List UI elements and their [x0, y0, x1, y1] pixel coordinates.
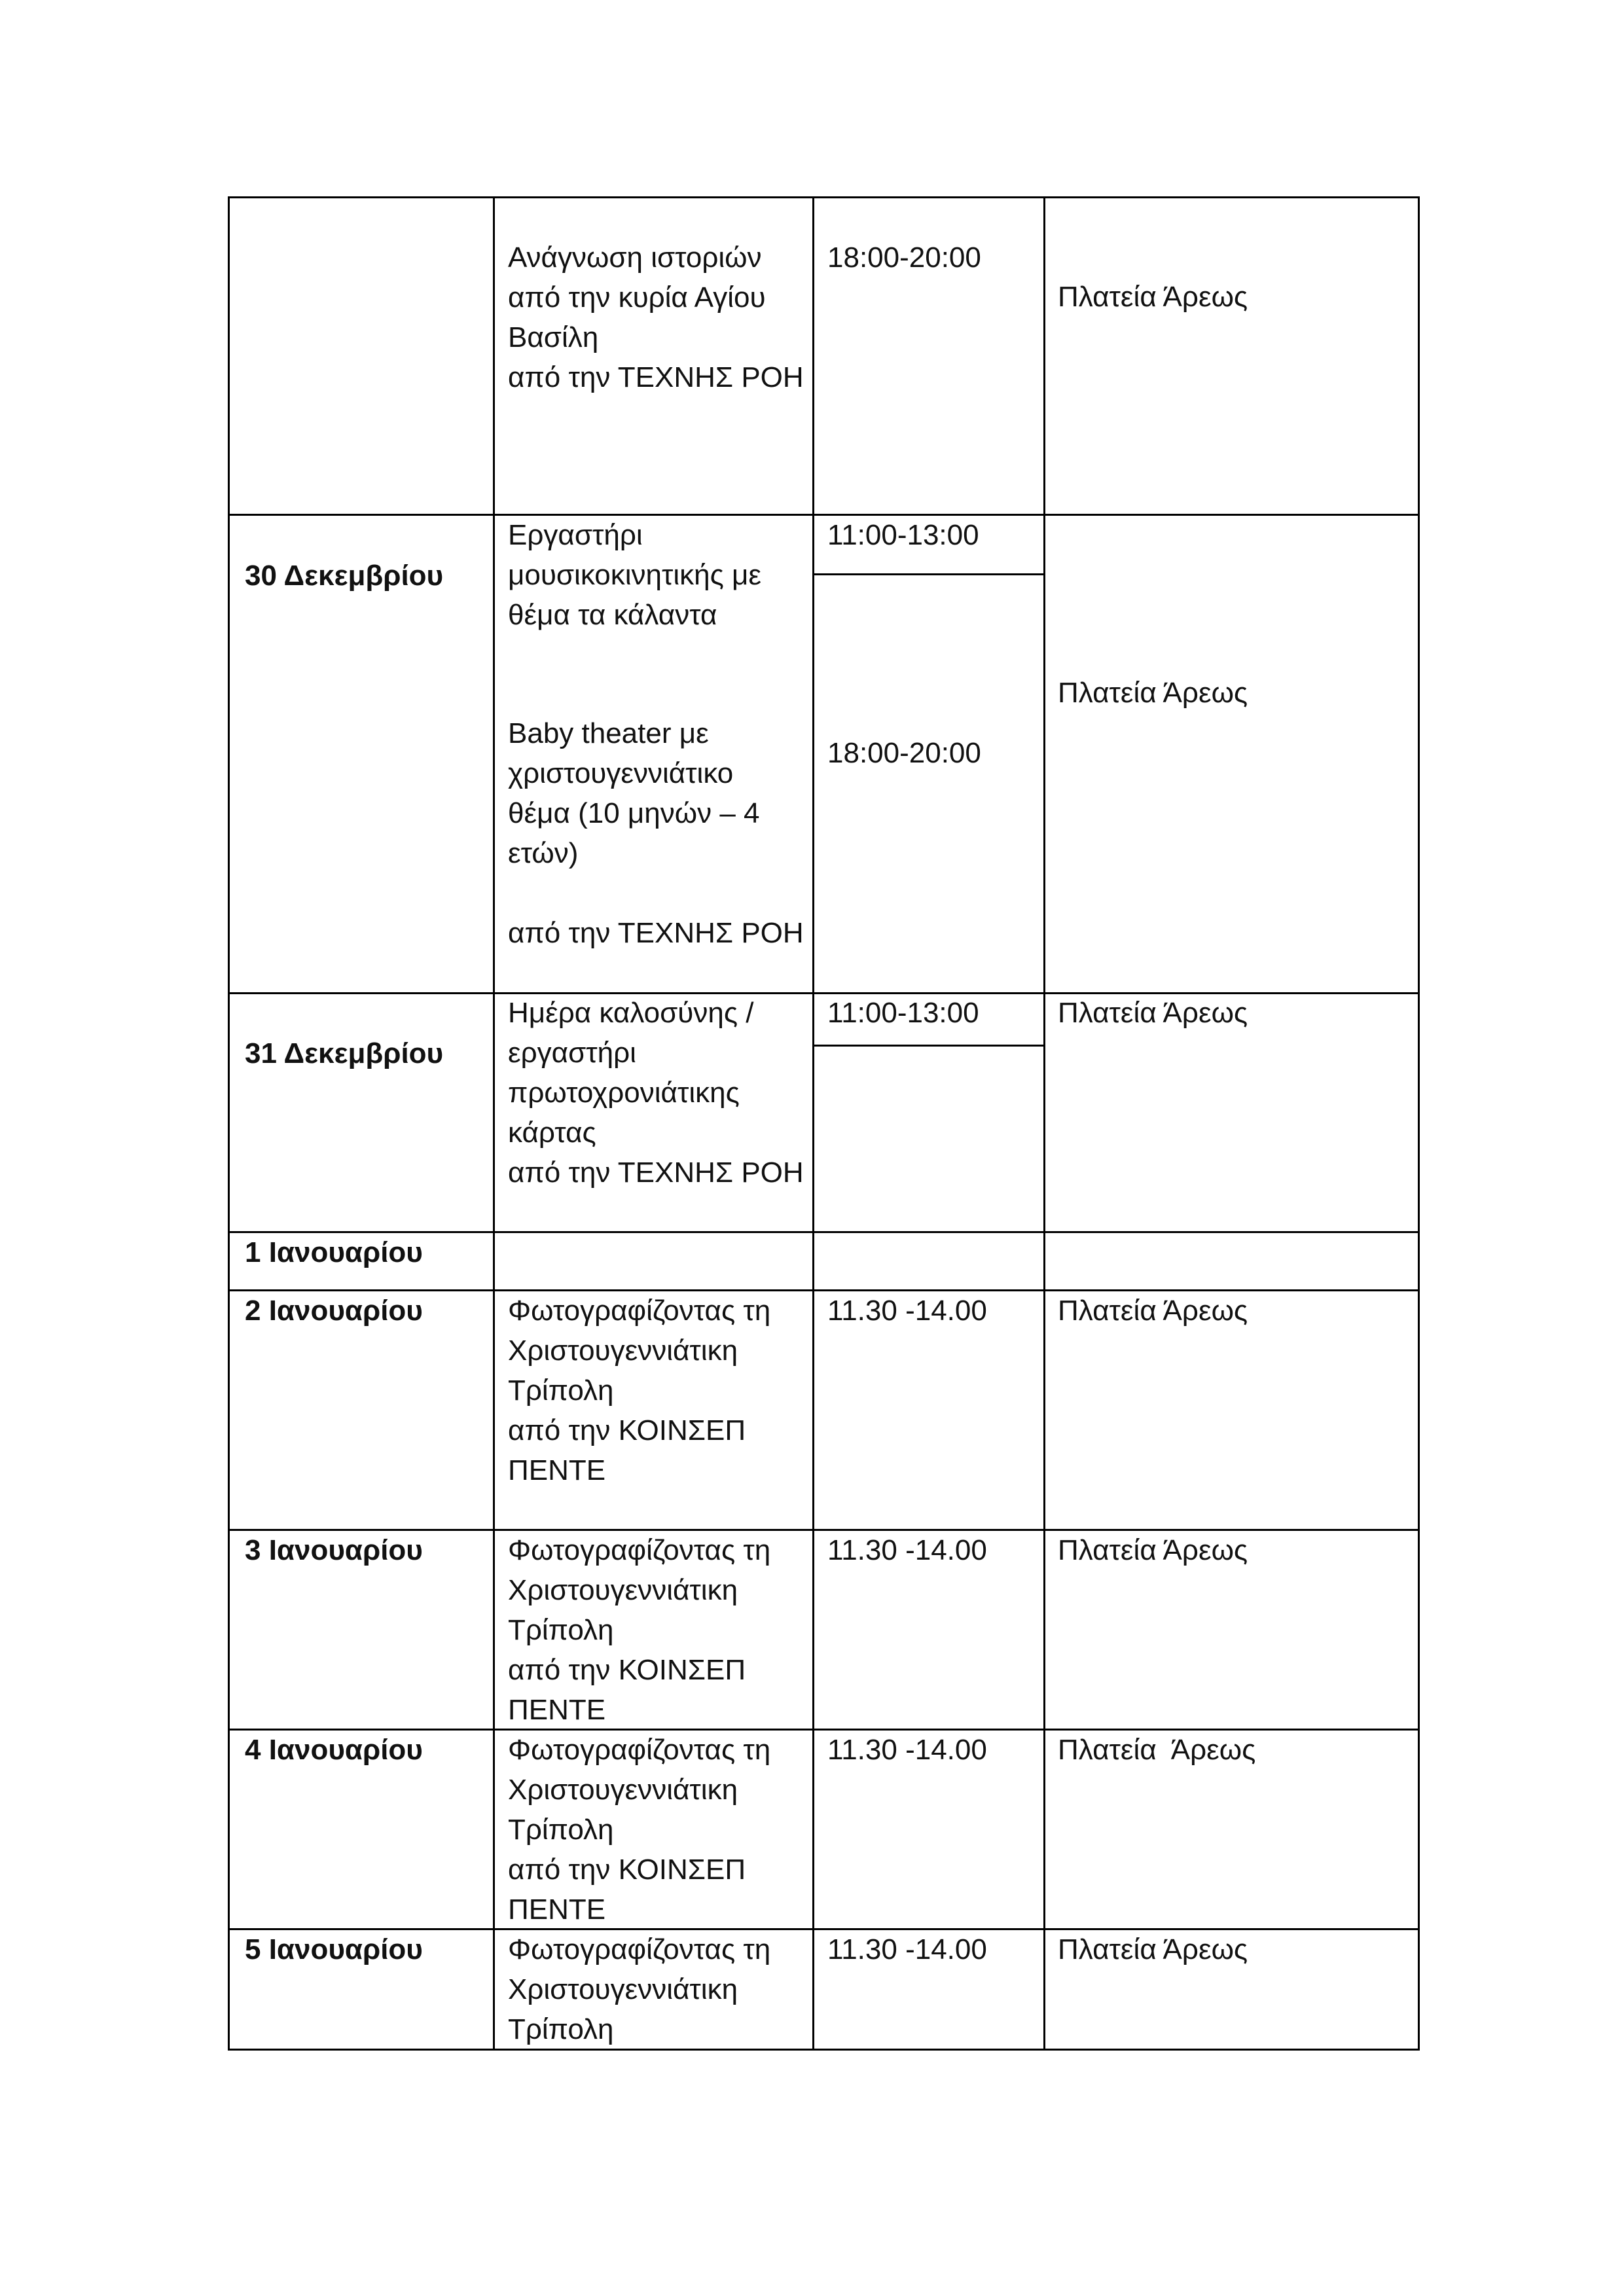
time-cell: 18:00-20:00 [827, 242, 981, 274]
date-cell: 5 Ιανουαρίου [245, 1933, 423, 1965]
time-cell: 11.30 -14.00 [827, 1295, 987, 1327]
time-cell: 18:00-20:00 [827, 737, 981, 769]
place-cell: Πλατεία Άρεως [1058, 1734, 1256, 1766]
table-border-left [228, 196, 230, 2051]
time-cell: 11.30 -14.00 [827, 1933, 987, 1965]
date-cell: 1 Ιανουαρίου [245, 1236, 423, 1268]
place-cell: Πλατεία Άρεως [1058, 997, 1248, 1029]
event-cell: Φωτογραφίζοντας τη Χριστουγεννιάτικη Τρίπολη από την ΚΟΙΝΣΕΠ ΠΕΝΤΕ [508, 1734, 771, 1926]
column-divider [493, 196, 495, 2051]
column-divider [812, 196, 814, 2051]
time-cell: 11:00-13:00 [827, 997, 979, 1029]
time-cell: 11.30 -14.00 [827, 1534, 987, 1566]
event-cell: Φωτογραφίζοντας τη Χριστουγεννιάτικη Τρίπολη από την ΚΟΙΝΣΕΠ ΠΕΝΤΕ [508, 1534, 771, 1726]
date-cell: 3 Ιανουαρίου [245, 1534, 423, 1566]
time-cell: 11:00-13:00 [827, 519, 979, 551]
table-border-top [228, 196, 1420, 198]
date-cell: 4 Ιανουαρίου [245, 1734, 423, 1766]
date-cell: 30 Δεκεμβρίου [245, 560, 444, 592]
place-cell: Πλατεία Άρεως [1058, 1933, 1248, 1965]
table-border-bottom [228, 2049, 1420, 2051]
time-subdivider [814, 1045, 1045, 1047]
date-cell: 31 Δεκεμβρίου [245, 1037, 444, 1069]
event-cell: Ανάγνωση ιστοριών από την κυρία Αγίου Βασίλη από την ΤΕΧΝΗΣ ΡΟΗ [508, 242, 804, 393]
event-cell: Ημέρα καλοσύνης / εργαστήρι πρωτοχρονιάτικης κάρτας από την ΤΕΧΝΗΣ ΡΟΗ [508, 997, 804, 1189]
time-cell: 11.30 -14.00 [827, 1734, 987, 1766]
place-cell: Πλατεία Άρεως [1058, 677, 1248, 709]
place-cell: Πλατεία Άρεως [1058, 281, 1248, 313]
event-cell: Baby theater με χριστουγεννιάτικο θέμα (10 μηνών – 4 ετών) από την ΤΕΧΝΗΣ ΡΟΗ [508, 717, 804, 949]
place-cell: Πλατεία Άρεως [1058, 1534, 1248, 1566]
place-cell: Πλατεία Άρεως [1058, 1295, 1248, 1327]
event-cell: Φωτογραφίζοντας τη Χριστουγεννιάτικη Τρίπολη από την ΚΟΙΝΣΕΠ ΠΕΝΤΕ [508, 1295, 771, 1486]
row-divider [228, 514, 1420, 516]
event-cell: Εργαστήρι μουσικοκινητικής με θέμα τα κάλαντα [508, 519, 762, 631]
table-border-right [1418, 196, 1420, 2051]
event-cell: Φωτογραφίζοντας τη Χριστουγεννιάτικη Τρίπολη [508, 1933, 771, 2045]
time-subdivider [814, 573, 1045, 575]
date-cell: 2 Ιανουαρίου [245, 1295, 423, 1327]
column-divider [1043, 196, 1045, 2051]
